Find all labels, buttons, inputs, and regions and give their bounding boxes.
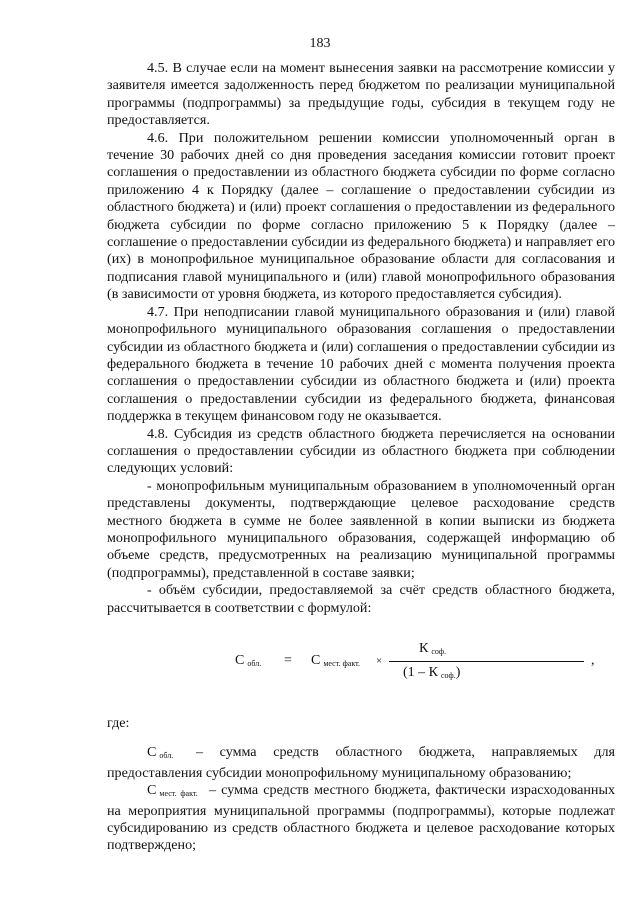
formula-equals: = — [284, 653, 292, 668]
where-label: где: — [107, 715, 130, 731]
formula-comma: , — [591, 653, 595, 668]
paragraph-4-8: 4.8. Субсидия из средств областного бюджета перечисляется на основании соглашения о предоставлении субсидии из областного бюджета при соблюдении следующих условий: — [107, 425, 615, 477]
paragraph-4-7: 4.7. При неподписании главой муниципального образования и (или) главой монопрофильного муниципального образования соглашения о предоставлении субсидии из областного бюджета и (или) соглашения о предоставлении субсидии из федерального бюджета в течение 10 рабочих дней с момента получения проекта соглашения о предоставлении субсидии из областного бюджета и (или) проекта соглашения о предоставлении субсидии из федерального бюджета, финансовая поддержка в текущем финансовом году не оказывается. — [107, 303, 615, 425]
formula-numerator: Ксоф. — [419, 641, 447, 656]
page-number: 183 — [309, 36, 331, 51]
definition-c-obl: С $_{обл.}$ – сумма средств областного бюджета, направляемых для предоставления субсидии монопрофильному муниципальному образованию; — [107, 744, 615, 781]
formula-fraction-line — [389, 661, 584, 662]
definition-c-mest-fakt: С $_{мест. факт.}$ – сумма средств местного бюджета, фактически израсходованных на мероприятия муниципальной программы (подпрограммы), которые подлежат субсидированию из средств областного бюджета и целевое расходование которых подтверждено; — [107, 782, 615, 854]
document-body — [107, 60, 615, 855]
formula-times: × — [376, 655, 383, 667]
subsidy-formula — [107, 631, 615, 695]
formula-c-mest: С $_{мест. факт.}$ — [311, 653, 361, 668]
condition-bullet-2: - объём субсидии, предоставляемой за счёт средств областного бюджета, рассчитывается в соответствии с формулой: — [107, 582, 615, 616]
condition-bullet-1: - монопрофильным муниципальным образованием в уполномоченный орган представлены документы, подтверждающие целевое расходование средств местного бюджета в сумме не более заявленной в копии выписки из бюджета монопрофильного муниципального образования, содержащей информацию об объеме средств, предусмотренных на реализацию муниципальной программы (подпрограммы), представленной в составе заявки; — [107, 477, 615, 581]
paragraph-4-5: 4.5. В случае если на момент вынесения заявки на рассмотрение комиссии у заявителя имеется задолженность перед бюджетом по реализации муниципальной программы (подпрограммы) за предыдущие годы, субсидия в текущем году не предоставляется. — [107, 60, 615, 129]
formula-lhs: С $_{обл.}$ — [235, 653, 262, 668]
formula-denominator: (1 – К соф.) — [403, 665, 461, 680]
paragraph-4-6: 4.6. При положительном решении комиссии уполномоченный орган в течение 30 рабочих дней со дня проведения заседания комиссии готовит проект соглашения о предоставлении из областного бюджета субсидии по форме согласно приложению 4 к Порядку (далее – соглашение о предоставлении субсидии из областного бюджета) и (или) проект соглашения о предоставлении из федерального бюджета субсидии по форме согласно приложению 5 к Порядку (далее – соглашение о предоставлении субсидии из федерального бюджета) и направляет его (их) в монопрофильное муниципальное образование области для согласования и подписания главой муниципального и (или) главой монопрофильного образования (в зависимости от уровня бюджета, из которого предоставляется субсидия). — [107, 129, 615, 303]
